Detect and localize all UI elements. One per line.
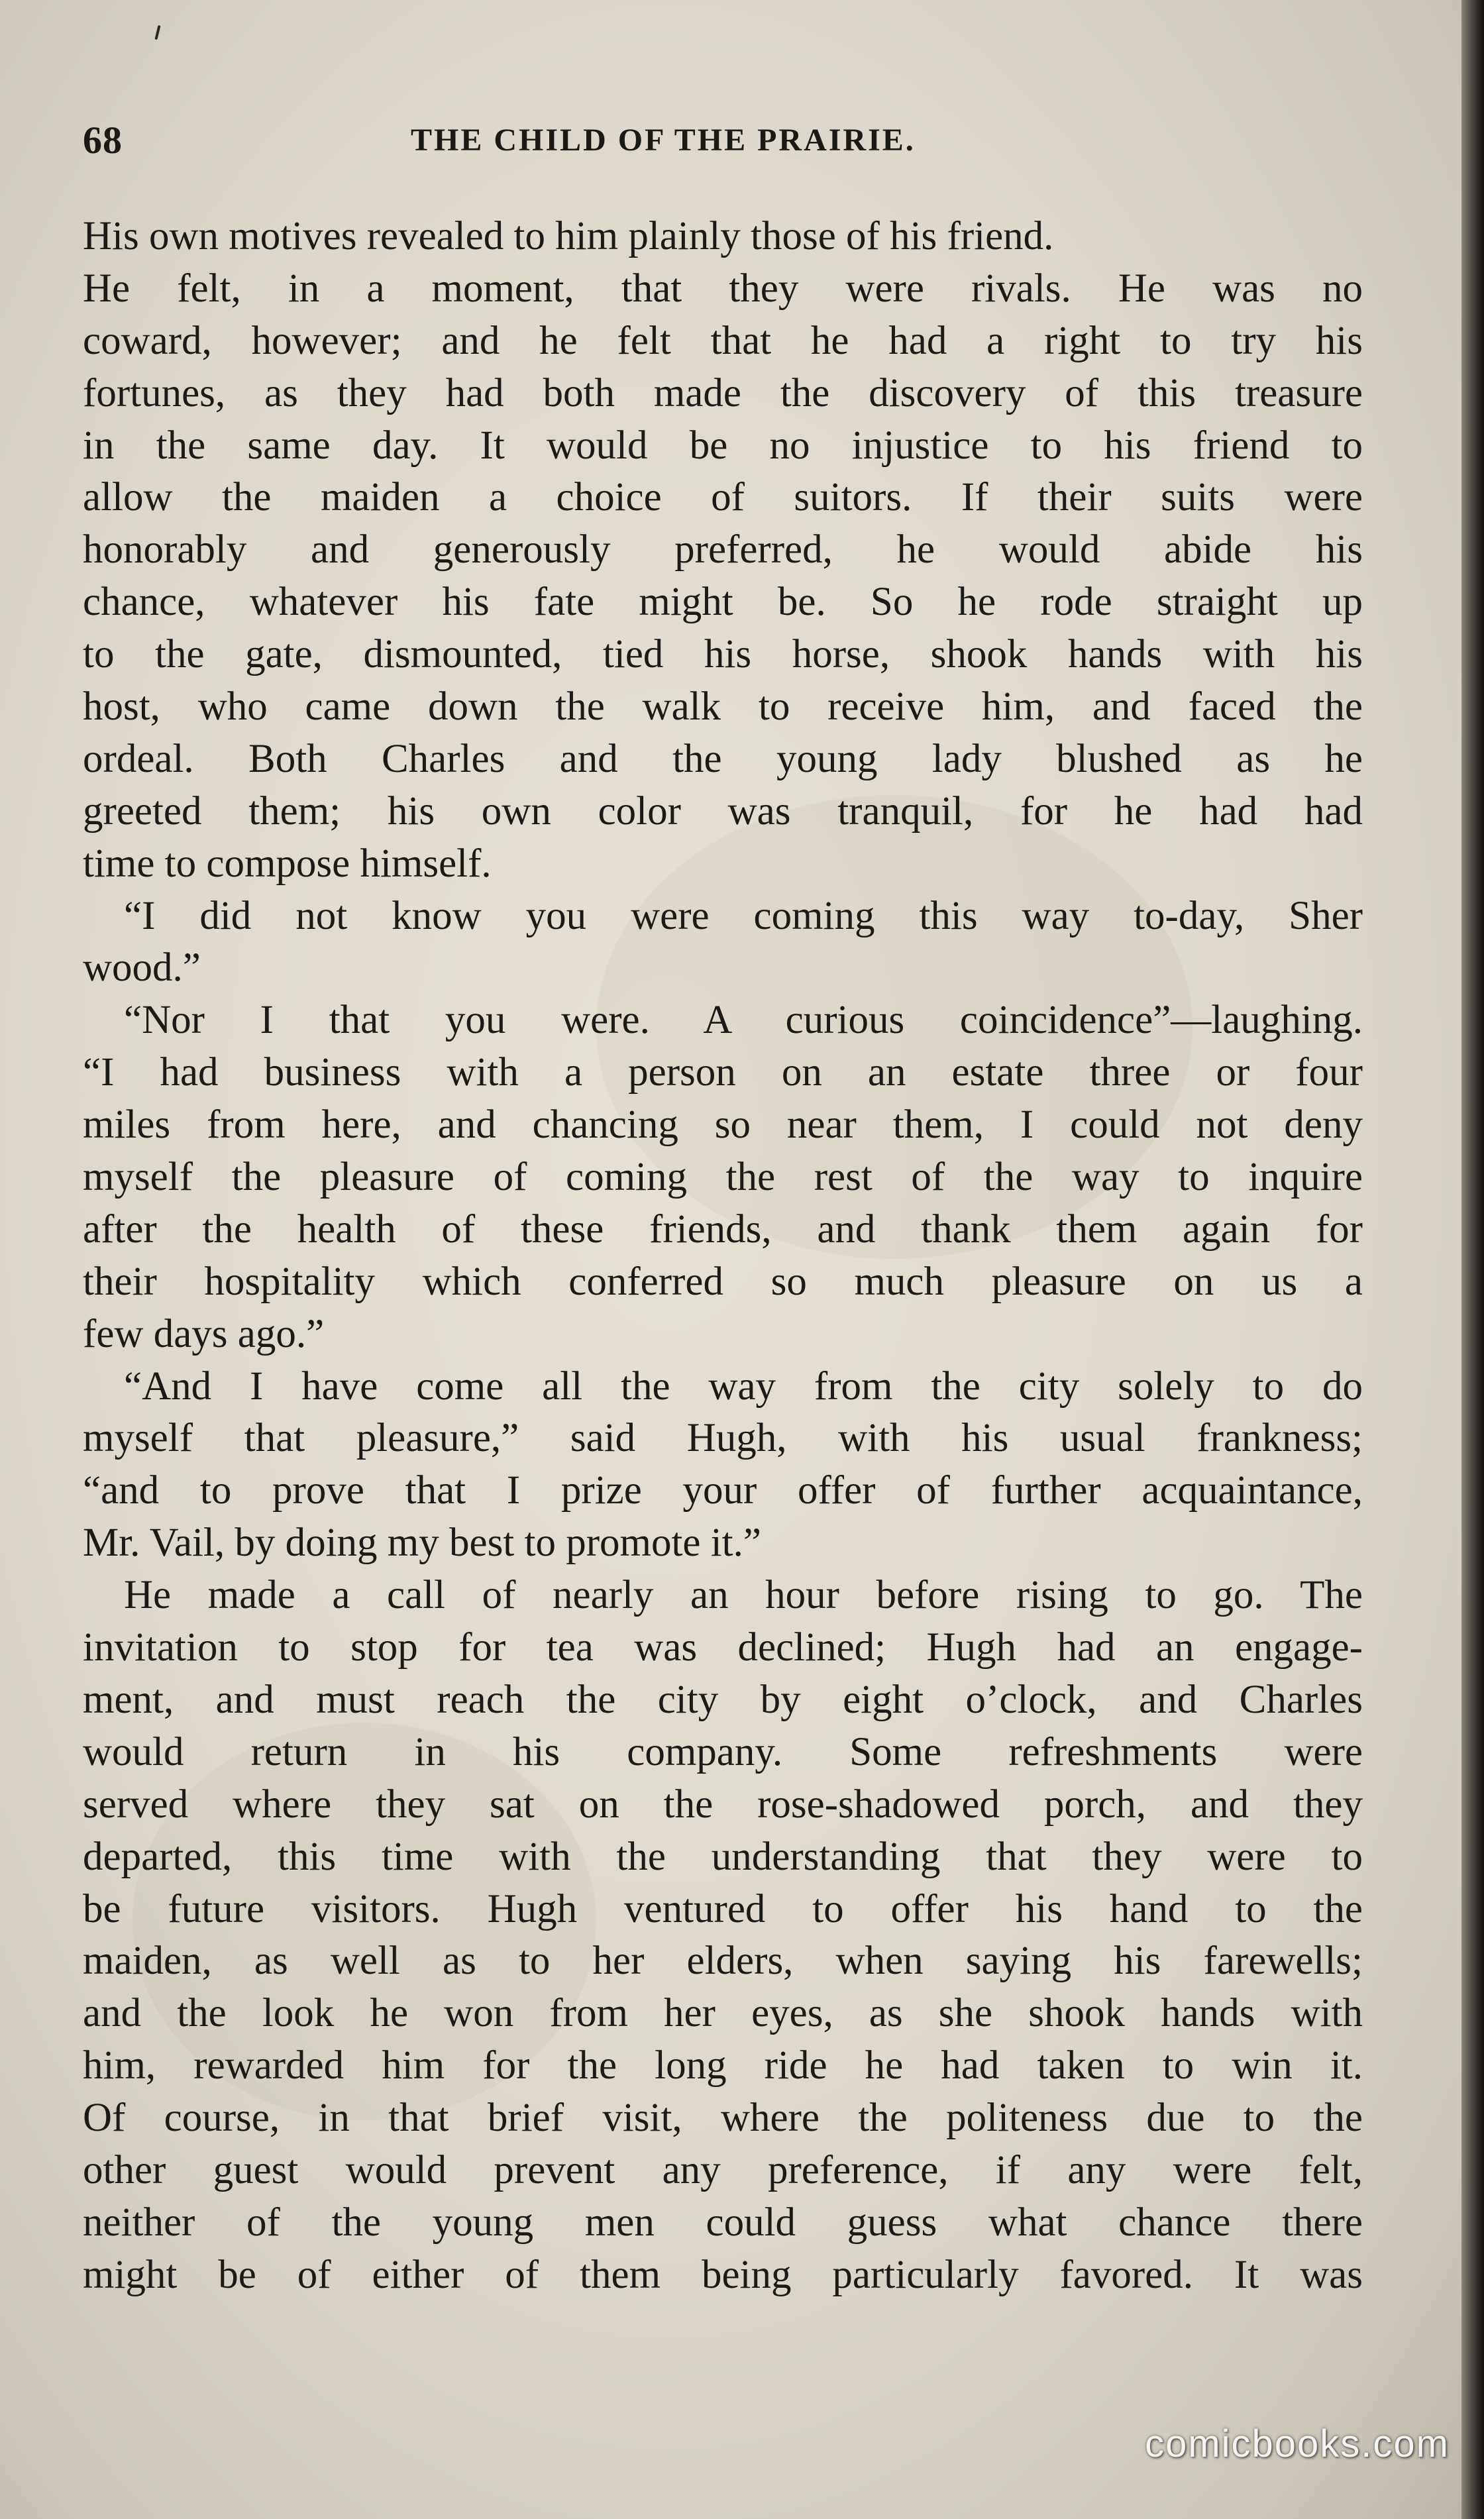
text-line: invitation to stop for tea was declined; Hugh had an engage- <box>83 1625 1363 1670</box>
text-line: allow the maiden a choice of suitors. If their suits were <box>83 475 1363 520</box>
text-line: chance, whatever his fate might be. So he rode straight up <box>83 580 1363 625</box>
ink-mark <box>154 25 160 40</box>
text-line: He made a call of nearly an hour before rising to go. The <box>124 1573 1363 1618</box>
text-line: ment, and must reach the city by eight o’clock, and Charles <box>83 1677 1363 1722</box>
text-line: after the health of these friends, and thank them again for <box>83 1206 1363 1252</box>
text-line: him, rewarded him for the long ride he had taken to win it. <box>83 2043 1363 2088</box>
text-line: other guest would prevent any preference, if any were felt, <box>83 2147 1363 2192</box>
text-line: and the look he won from her eyes, as she shook hands with <box>83 1991 1363 2036</box>
text-line: fortunes, as they had both made the discovery of this treasure <box>83 370 1363 415</box>
text-line: wood.” <box>83 945 201 991</box>
text-line: neither of the young men could guess what chance there <box>83 2200 1363 2245</box>
text-line: their hospitality which conferred so much pleasure on us a <box>83 1259 1363 1304</box>
text-line: “Nor I that you were. A curious coincidence”—laughing. <box>124 998 1363 1043</box>
text-line: His own motives revealed to him plainly those of his friend. <box>83 214 1054 258</box>
text-line: greeted them; his own color was tranquil, for he had had <box>83 788 1363 833</box>
page-edge-shadow <box>1461 0 1484 2519</box>
watermark-logo: comicbooks.com <box>1145 2422 1450 2465</box>
text-line: Mr. Vail, by doing my best to promote it.” <box>83 1521 761 1566</box>
page-header <box>83 118 1361 171</box>
text-line: to the gate, dismounted, tied his horse, shook hands with his <box>83 632 1363 677</box>
text-line: coward, however; and he felt that he had a right to try his <box>83 318 1363 363</box>
text-line: would return in his company. Some refreshments were <box>83 1729 1363 1774</box>
text-line: ordeal. Both Charles and the young lady blushed as he <box>83 736 1363 781</box>
text-line: departed, this time with the understanding that they were to <box>83 1834 1363 1879</box>
text-line: might be of either of them being particularly favored. It was <box>83 2252 1363 2297</box>
text-line: “I had business with a person on an estate three or four <box>83 1050 1363 1095</box>
text-line: host, who came down the walk to receive him, and faced the <box>83 684 1363 729</box>
text-line: myself that pleasure,” said Hugh, with his usual frankness; <box>83 1416 1363 1461</box>
text-line: “and to prove that I prize your offer of further acquaintance, <box>83 1468 1363 1513</box>
text-line: maiden, as well as to her elders, when saying his farewells; <box>83 1939 1363 1984</box>
text-line: be future visitors. Hugh ventured to offer his hand to the <box>83 1886 1363 1931</box>
text-line: time to compose himself. <box>83 841 492 886</box>
text-line: miles from here, and chancing so near them, I could not deny <box>83 1102 1363 1148</box>
text-line: in the same day. It would be no injustice to his friend to <box>83 423 1363 468</box>
text-line: few days ago.” <box>83 1311 325 1356</box>
body-text <box>83 211 1363 2302</box>
text-line: honorably and generously preferred, he would abide his <box>83 527 1363 572</box>
text-line: “And I have come all the way from the city solely to do <box>124 1364 1363 1409</box>
text-line: myself the pleasure of coming the rest of the way to inquire <box>83 1155 1363 1200</box>
text-line: He felt, in a moment, that they were rivals. He was no <box>83 266 1363 311</box>
text-line: Of course, in that brief visit, where the politeness due to the <box>83 2096 1363 2141</box>
text-line: served where they sat on the rose-shadowed porch, and they <box>83 1782 1363 1827</box>
text-line: “I did not know you were coming this way to-day, Sher <box>124 893 1363 938</box>
page-number: 68 <box>83 119 123 162</box>
running-title: THE CHILD OF THE PRAIRIE. <box>411 123 916 158</box>
